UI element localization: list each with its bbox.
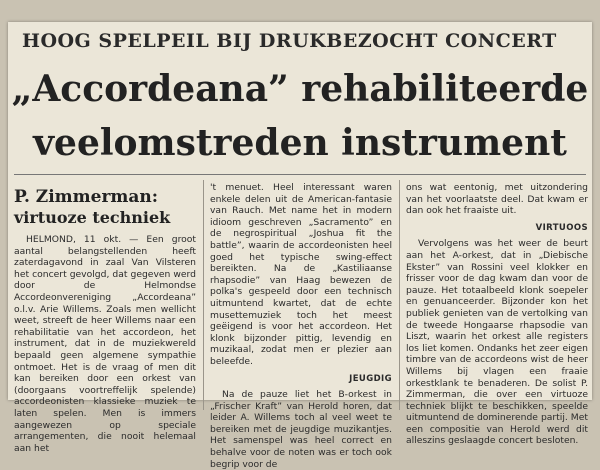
headline-rule bbox=[14, 174, 586, 175]
column-divider bbox=[399, 180, 400, 410]
section-heading-jeugdig: JEUGDIG bbox=[349, 373, 392, 384]
newspaper-clipping bbox=[8, 22, 592, 470]
main-headline-line-1: „Accordeana” rehabiliteerde bbox=[11, 68, 589, 110]
column-3-body-a: ons wat eentonig, met uitzondering van het voorlaatste deel. Dat kwam er dan ook het fraaiste uit. bbox=[406, 182, 588, 217]
article-column-1 bbox=[14, 182, 196, 454]
column-1-body: HELMOND, 11 okt. — Een groot aantal belangstellenden heeft zaterdagavond in zaal Van Vilsteren het concert gevolgd, dat gegeven werd door de Helmondse Accordeonvereniging „Accordeana” o.l.v. Arie Willems. Zoals men wellicht weet, streeft de heer Willems naar een rehabilitatie van het accordeon, het instrument, dat in de muziekwereld bepaald geen algemene sympathie ontmoet. Het is de vraag of men dit kan bereiken door een orkest van (doorgaans voortreffelijk spelende) accordeonisten klassieke muziek te laten spelen. Men is immers aangewezen op speciale arrangementen, die nooit helemaal aan het bbox=[14, 234, 196, 454]
section-heading-virtuoos: VIRTUOOS bbox=[535, 222, 588, 233]
article-column-3 bbox=[406, 182, 588, 447]
column-divider bbox=[203, 180, 204, 410]
kicker-headline: HOOG SPELPEIL BIJ DRUKBEZOCHT CONCERT bbox=[22, 30, 557, 52]
article-column-2 bbox=[210, 182, 392, 470]
column-2-body-b: Na de pauze liet het B-orkest in „Frischer Kraft” van Herold horen, dat leider A. Willems toch al veel weet te bereiken met de jeugdige muzikantjes. Het samenspel was heel correct en behalve voor de noten was er toch ook begrip voor de bbox=[210, 389, 392, 470]
column-2-body-a: 't menuet. Heel interessant waren enkele delen uit de American-fantasie van Rauch. Met name het in modern idioom geschreven „Sacramento” en de negrospiritual „Joshua fit the battle”, waarin de accordeonisten heel goed het typische swing-effect bereikten. Na de „Kastiliaanse rhapsodie” van Haag bewezen de polka's gespeeld door een technisch uitmuntend kwartet, dat de echte musettemuziek toch het meest geëigend is voor het accordeon. Het klonk bijzonder pittig, levendig en muzikaal, zodat men er plezier aan beleefde. bbox=[210, 182, 392, 367]
subheadline-name: P. Zimmerman: bbox=[14, 187, 159, 207]
column-3-body-b: Vervolgens was het weer de beurt aan het A-orkest, dat in „Diebische Ekster” van Rossini veel klokker en frisser voor de dag kwam dan voor de pauze. Het totaalbeeld klonk soepeler en genuanceerder. Bijzonder kon het publiek genieten van de vertolking van de tweede Hongaarse rhapsodie van Liszt, waarin het orkest alle registers los liet komen. Ondanks het zeer eigen timbre van de accordeons wist de heer Willems bij vlagen een fraaie orkestklank te benaderen. De solist P. Zimmerman, die over een virtuoze techniek blijkt te beschikken, speelde uitmuntend de dominerende partij. Met een compositie van Herold werd dit alleszins geslaagde concert besloten. bbox=[406, 238, 588, 447]
subheadline-topic: virtuoze techniek bbox=[14, 208, 171, 227]
main-headline-line-2: veelomstreden instrument bbox=[33, 122, 567, 164]
